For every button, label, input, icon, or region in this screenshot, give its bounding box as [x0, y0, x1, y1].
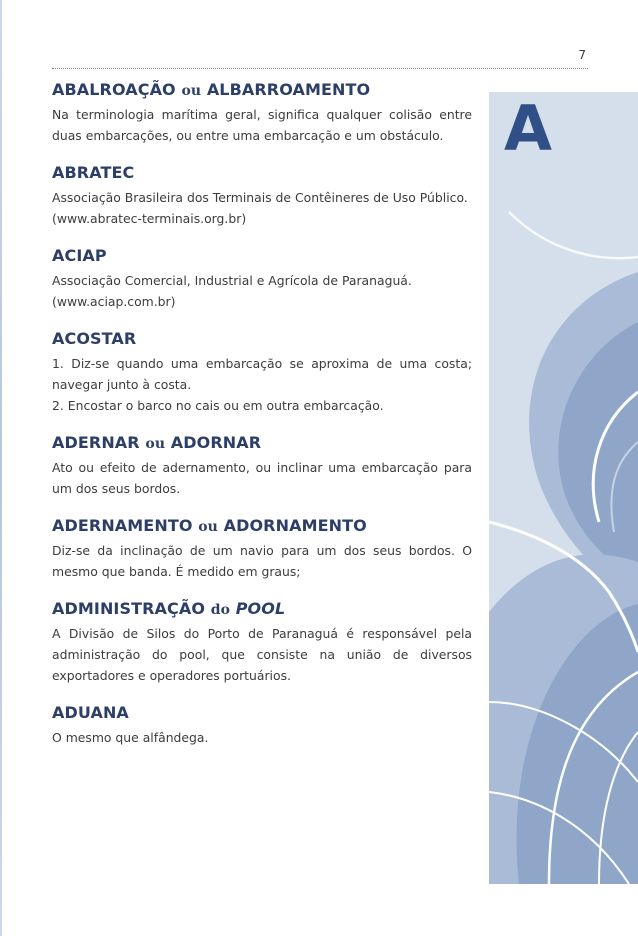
- term-conjunction: do: [210, 602, 231, 618]
- glossary-entries: [52, 80, 472, 765]
- glossary-entry: [52, 80, 472, 146]
- glossary-entry: [52, 163, 472, 229]
- entry-url: (www.aciap.com.br): [52, 294, 176, 309]
- entry-definition: O mesmo que alfândega.: [52, 730, 209, 745]
- entry-definition: Na terminologia marítima geral, significa qualquer colisão entre duas embarcações, ou entre uma embarcação e um obstáculo.: [52, 107, 472, 143]
- page-number: 7: [578, 48, 586, 62]
- entry-definition: Diz-se da inclinação de um navio para um dos seus bordos. O mesmo que banda. É medido em graus;: [52, 543, 472, 579]
- section-letter: A: [504, 92, 552, 165]
- entry-term: ABRATEC: [52, 163, 135, 182]
- entry-term: ADMINISTRAÇÃO do POOL: [52, 599, 286, 618]
- section-tab-panel: [489, 92, 638, 884]
- entry-definition: 2. Encostar o barco no cais ou em outra embarcação.: [52, 398, 384, 413]
- entry-definition: Associação Brasileira dos Terminais de Contêineres de Uso Público.: [52, 190, 468, 205]
- glossary-entry: [52, 329, 472, 416]
- glossary-entry: [52, 433, 472, 499]
- entry-definition: Associação Comercial, Industrial e Agrícola de Paranaguá.: [52, 273, 412, 288]
- entry-term: ACOSTAR: [52, 329, 137, 348]
- glossary-entry: [52, 599, 472, 686]
- entry-term: ACIAP: [52, 246, 107, 265]
- entry-definition: A Divisão de Silos do Porto de Paranaguá é responsável pela administração do pool, que consiste na união de diversos exportadores e operadores portuários.: [52, 626, 472, 683]
- entry-term: ADERNAR ou ADORNAR: [52, 433, 262, 452]
- entry-definition: Ato ou efeito de adernamento, ou inclinar uma embarcação para um dos seus bordos.: [52, 460, 472, 496]
- entry-term: ADUANA: [52, 703, 129, 722]
- decorative-globe-graphic: [489, 92, 638, 884]
- entry-definition: 1. Diz-se quando uma embarcação se aproxima de uma costa; navegar junto à costa.: [52, 356, 472, 392]
- entry-url: (www.abratec-terminais.org.br): [52, 211, 247, 226]
- glossary-entry: [52, 516, 472, 582]
- term-conjunction: ou: [181, 83, 202, 99]
- entry-term: ABALROAÇÃO ou ALBARROAMENTO: [52, 80, 371, 99]
- entry-term: ADERNAMENTO ou ADORNAMENTO: [52, 516, 367, 535]
- page-edge: [0, 0, 2, 936]
- term-conjunction: ou: [145, 436, 166, 452]
- term-conjunction: ou: [198, 519, 218, 535]
- header-dotted-rule: [52, 68, 588, 69]
- glossary-entry: [52, 246, 472, 312]
- glossary-entry: [52, 703, 472, 748]
